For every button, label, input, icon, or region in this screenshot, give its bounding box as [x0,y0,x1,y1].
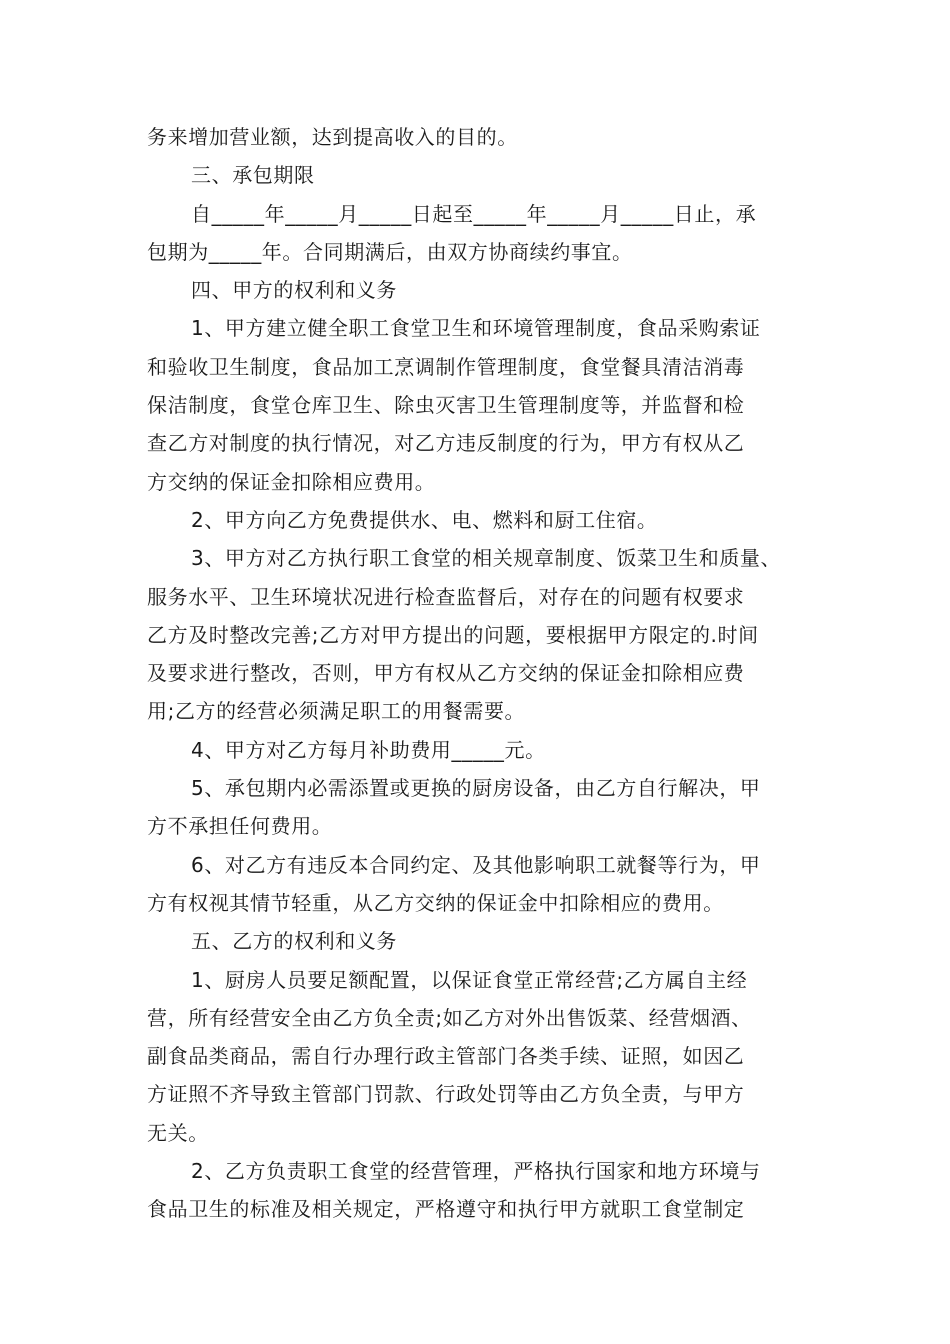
text-line: 1、厨房人员要足额配置，以保证食堂正常经营;乙方属自主经 [191,967,748,992]
text-line: 4、甲方对乙方每月补助费用_____元。 [191,737,546,762]
text-line: 服务水平、卫生环境状况进行检查监督后，对存在的问题有权要求 [147,584,745,609]
text-line: 保洁制度，食堂仓库卫生、除虫灭害卫生管理制度等，并监督和检 [147,393,745,418]
text-line: 副食品类商品，需自行办理行政主管部门各类手续、证照，如因乙 [147,1044,745,1069]
text-line: 务来增加营业额，达到提高收入的目的。 [147,125,518,149]
text-line: 及要求进行整改，否则，甲方有权从乙方交纳的保证金扣除相应费 [147,661,745,686]
section-heading: 三、承包期限 [191,163,315,188]
document-body [147,118,811,1229]
text-line: 营，所有经营安全由乙方负全责;如乙方对外出售饭菜、经营烟酒、 [147,1005,752,1030]
text-line: 1、甲方建立健全职工食堂卫生和环境管理制度，食品采购索证 [191,316,761,341]
text-line: 5、承包期内必需添置或更换的厨房设备，由乙方自行解决，甲 [191,776,761,801]
text-line: 2、甲方向乙方免费提供水、电、燃料和厨工住宿。 [191,507,658,532]
text-line: 包期为_____年。合同期满后，由双方协商续约事宜。 [147,239,633,264]
text-line: 和验收卫生制度，食品加工烹调制作管理制度，食堂餐具清洁消毒 [147,354,745,379]
text-line: 方交纳的保证金扣除相应费用。 [147,469,436,494]
text-line: 查乙方对制度的执行情况，对乙方违反制度的行为，甲方有权从乙 [147,431,745,456]
text-line: 6、对乙方有违反本合同约定、及其他影响职工就餐等行为，甲 [191,852,761,877]
section-heading: 四、甲方的权利和义务 [191,278,397,303]
text-line: 方证照不齐导致主管部门罚款、行政处罚等由乙方负全责，与甲方 [147,1082,745,1107]
section-heading: 五、乙方的权利和义务 [191,929,397,954]
text-line: 2、乙方负责职工食堂的经营管理，严格执行国家和地方环境与 [191,1159,761,1184]
text-line: 无关。 [147,1120,209,1145]
text-line: 方有权视其情节轻重，从乙方交纳的保证金中扣除相应的费用。 [147,890,724,915]
text-line: 用;乙方的经营必须满足职工的用餐需要。 [147,699,526,724]
text-line: 3、甲方对乙方执行职工食堂的相关规章制度、饭菜卫生和质量、 [191,546,782,571]
text-line: 食品卫生的标准及相关规定，严格遵守和执行甲方就职工食堂制定 [147,1197,745,1222]
text-line: 自_____年_____月_____日起至_____年_____月_____日止，承 [191,201,757,226]
text-line: 方不承担任何费用。 [147,814,333,839]
text-line: 乙方及时整改完善;乙方对甲方提出的问题，要根据甲方限定的.时间 [147,622,759,647]
